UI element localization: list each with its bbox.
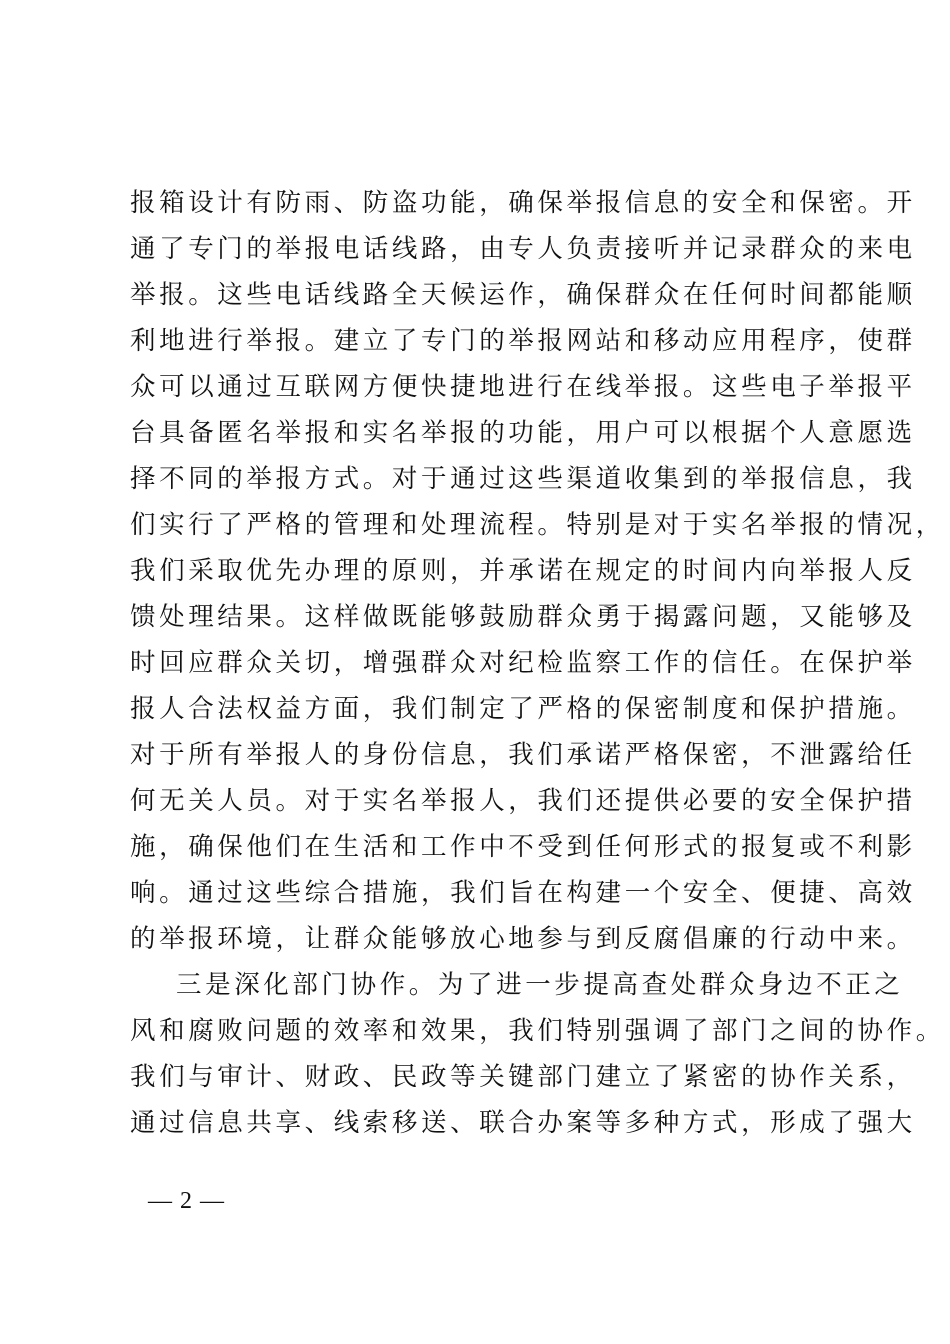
page-number: — 2 — — [148, 1188, 225, 1214]
text-line: 施，确保他们在生活和工作中不受到任何形式的报复或不利影 — [130, 832, 916, 862]
text-line: 台具备匿名举报和实名举报的功能，用户可以根据个人意愿选 — [130, 418, 916, 448]
text-line: 们实行了严格的管理和处理流程。特别是对于实名举报的情况， — [130, 510, 945, 540]
text-line: 响。通过这些综合措施，我们旨在构建一个安全、便捷、高效 — [130, 878, 916, 908]
text-line: 报箱设计有防雨、防盗功能，确保举报信息的安全和保密。开 — [130, 188, 916, 218]
text-line: 何无关人员。对于实名举报人，我们还提供必要的安全保护措 — [130, 786, 916, 816]
text-line: 报人合法权益方面，我们制定了严格的保密制度和保护措施。 — [130, 694, 916, 724]
text-line: 的举报环境，让群众能够放心地参与到反腐倡廉的行动中来。 — [130, 924, 916, 954]
text-line: 择不同的举报方式。对于通过这些渠道收集到的举报信息，我 — [130, 464, 916, 494]
text-line: 馈处理结果。这样做既能够鼓励群众勇于揭露问题，又能够及 — [130, 602, 916, 632]
text-line: 我们与审计、财政、民政等关键部门建立了紧密的协作关系， — [130, 1062, 916, 1092]
text-line: 我们采取优先办理的原则，并承诺在规定的时间内向举报人反 — [130, 556, 916, 586]
text-line: 通过信息共享、线索移送、联合办案等多种方式，形成了强大 — [130, 1108, 916, 1138]
text-line: 时回应群众关切，增强群众对纪检监察工作的信任。在保护举 — [130, 648, 916, 678]
paragraph-start-line: 三是深化部门协作。为了进一步提高查处群众身边不正之 — [176, 970, 904, 1000]
body-text — [130, 180, 945, 1146]
text-line: 举报。这些电话线路全天候运作，确保群众在任何时间都能顺 — [130, 280, 916, 310]
text-line: 众可以通过互联网方便快捷地进行在线举报。这些电子举报平 — [130, 372, 916, 402]
text-line: 对于所有举报人的身份信息，我们承诺严格保密，不泄露给任 — [130, 740, 916, 770]
text-line: 通了专门的举报电话线路，由专人负责接听并记录群众的来电 — [130, 234, 916, 264]
text-line: 利地进行举报。建立了专门的举报网站和移动应用程序，使群 — [130, 326, 916, 356]
text-line: 风和腐败问题的效率和效果，我们特别强调了部门之间的协作。 — [130, 1016, 945, 1046]
